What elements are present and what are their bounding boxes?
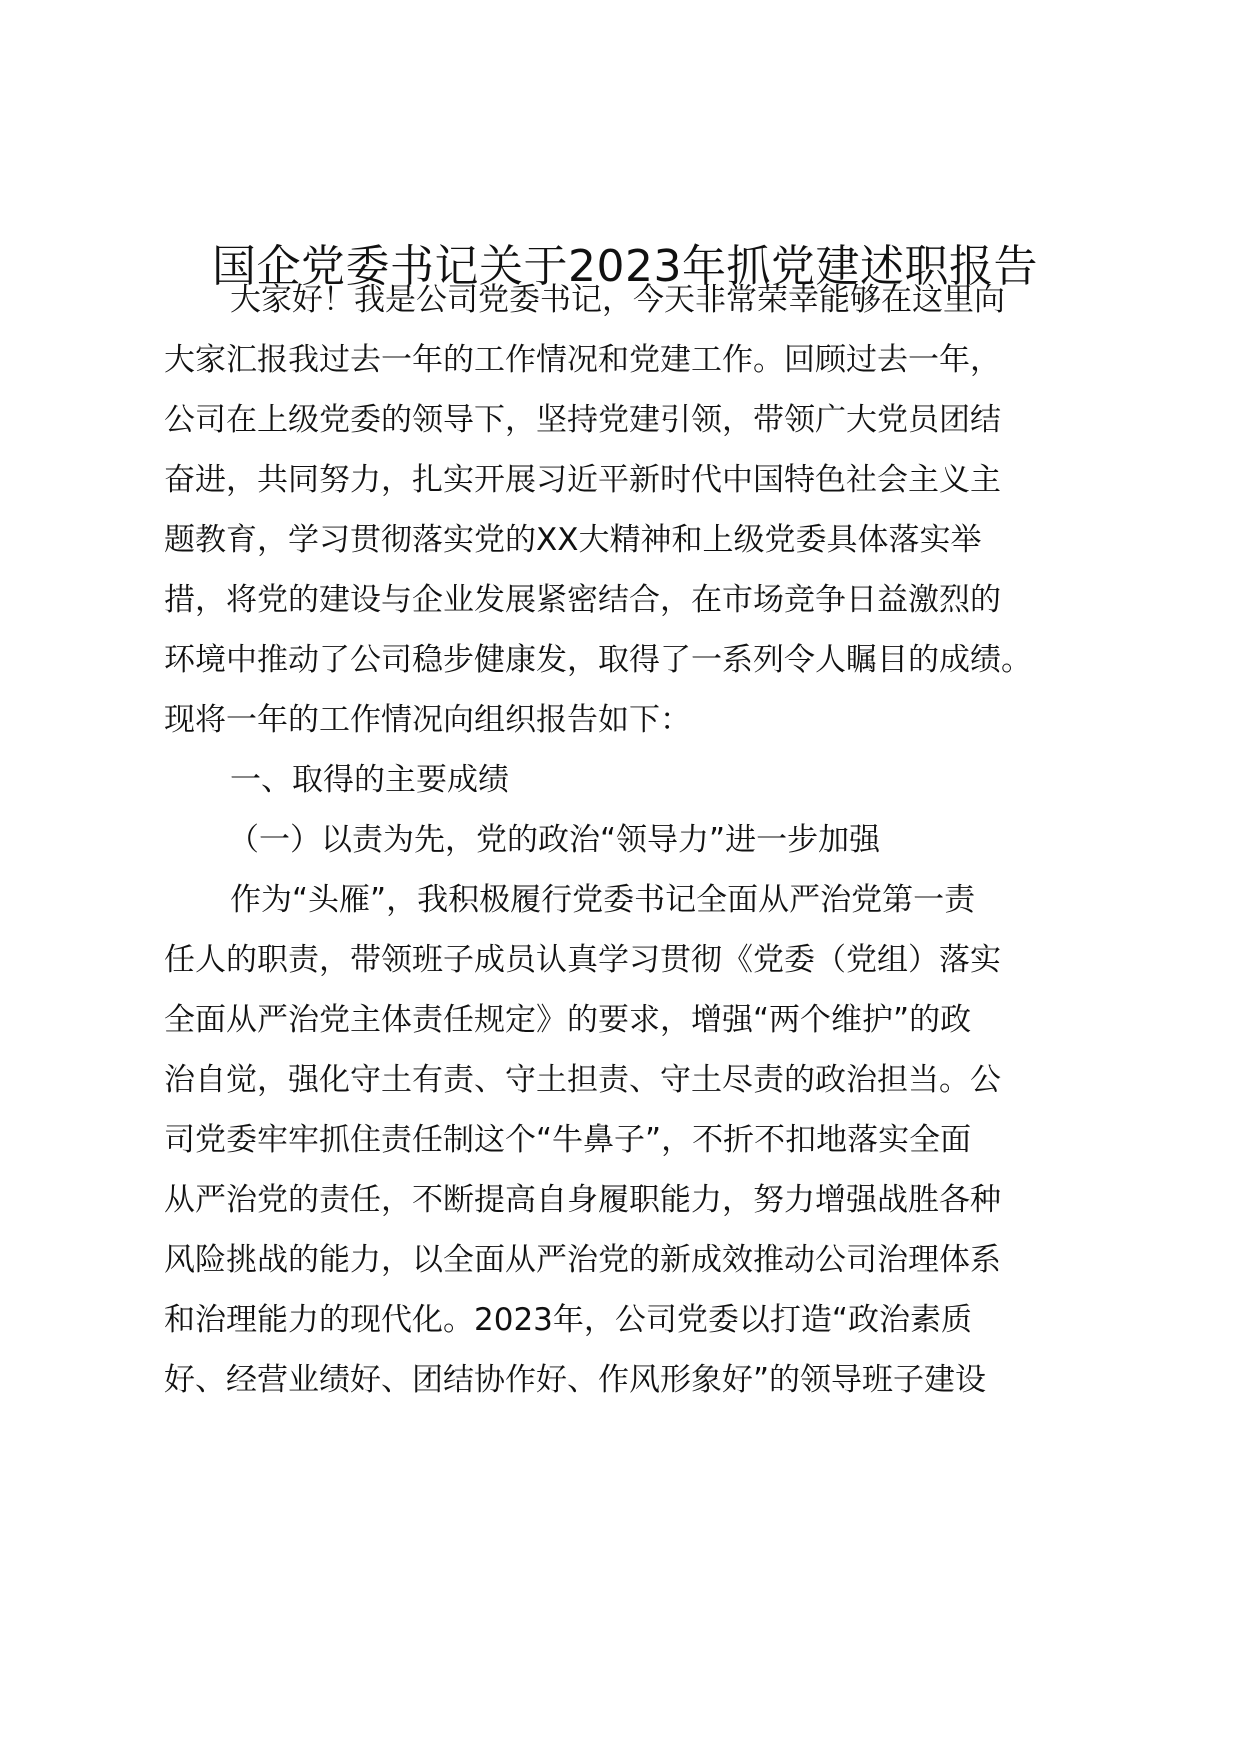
paragraph-line: 任人的职责，带领班子成员认真学习贯彻《党委（党组）落实 — [164, 942, 1001, 978]
paragraph-line: 题教育，学习贯彻落实党的XX大精神和上级党委具体落实举 — [164, 522, 982, 558]
document-title: 国企党委书记关于2023年抓党建述职报告 — [212, 241, 1038, 292]
paragraph-line: 从严治党的责任，不断提高自身履职能力，努力增强战胜各种 — [164, 1182, 1001, 1218]
paragraph-line: 公司在上级党委的领导下，坚持党建引领，带领广大党员团结 — [164, 402, 1001, 438]
subsection-heading: （一）以责为先，党的政治“领导力”进一步加强 — [228, 822, 881, 858]
paragraph-line: 大家汇报我过去一年的工作情况和党建工作。回顾过去一年， — [164, 342, 1001, 378]
paragraph-line: 治自觉，强化守土有责、守土担责、守土尽责的政治担当。公 — [164, 1062, 1001, 1098]
paragraph-line: 全面从严治党主体责任规定》的要求，增强“两个维护”的政 — [164, 1002, 972, 1038]
paragraph-line: 和治理能力的现代化。2023年，公司党委以打造“政治素质 — [164, 1302, 972, 1338]
paragraph-line: 司党委牢牢抓住责任制这个“牛鼻子”，不折不扣地落实全面 — [164, 1122, 972, 1158]
paragraph-line: 奋进，共同努力，扎实开展习近平新时代中国特色社会主义主 — [164, 462, 1001, 498]
paragraph-line: 环境中推动了公司稳步健康发，取得了一系列令人瞩目的成绩。 — [164, 642, 1032, 678]
paragraph-line: 措，将党的建设与企业发展紧密结合，在市场竞争日益激烈的 — [164, 582, 1001, 618]
paragraph-line: 风险挑战的能力，以全面从严治党的新成效推动公司治理体系 — [164, 1242, 1001, 1278]
paragraph-line: 好、经营业绩好、团结协作好、作风形象好”的领导班子建设 — [164, 1362, 987, 1398]
paragraph-line: 大家好！我是公司党委书记，今天非常荣幸能够在这里向 — [230, 282, 1005, 318]
paragraph-line: 现将一年的工作情况向组织报告如下： — [164, 702, 691, 738]
paragraph-line: 作为“头雁”，我积极履行党委书记全面从严治党第一责 — [230, 882, 976, 918]
section-heading: 一、取得的主要成绩 — [230, 762, 509, 798]
